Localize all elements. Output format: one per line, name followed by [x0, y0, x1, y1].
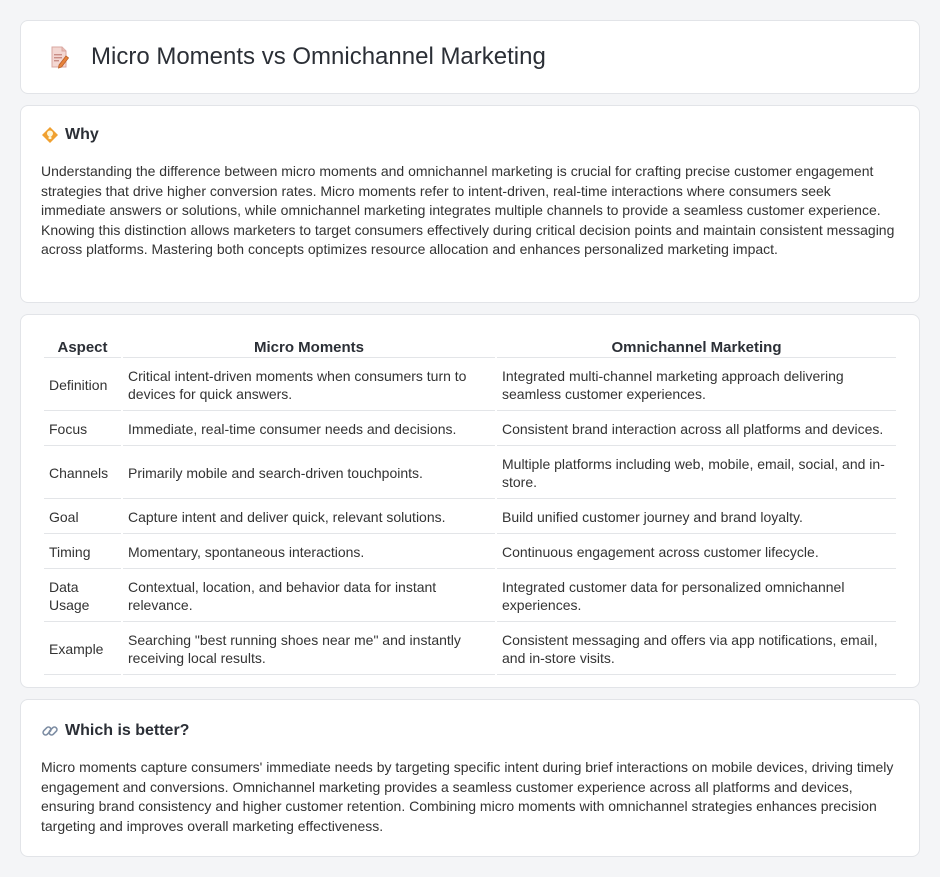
row-aspect: Example	[44, 624, 121, 675]
better-header	[41, 722, 899, 740]
header-omnichannel: Omnichannel Marketing	[497, 337, 896, 358]
better-title: Which is better?	[65, 722, 190, 739]
header-card	[20, 20, 920, 94]
table-header-row	[44, 337, 896, 358]
lightbulb-icon	[41, 126, 59, 144]
table-row	[44, 413, 896, 446]
document-pencil-icon	[47, 45, 71, 69]
row-omni: Integrated customer data for personalized omnichannel experiences.	[497, 571, 896, 622]
row-micro: Momentary, spontaneous interactions.	[123, 536, 495, 569]
why-header	[41, 126, 899, 144]
header-aspect: Aspect	[44, 337, 121, 358]
table-row	[44, 448, 896, 499]
row-micro: Immediate, real-time consumer needs and decisions.	[123, 413, 495, 446]
comparison-table-card	[20, 314, 920, 688]
better-text: Micro moments capture consumers' immediate needs by targeting specific intent during brief interactions on mobile devices, driving timely engagement and conversions. Omnichannel marketing provides a seamless customer experience across all platforms and devices, ensuring brand consistency and higher customer retention. Combining micro moments with omnichannel strategies enhances precision targeting and improves overall marketing effectiveness.	[41, 759, 894, 834]
row-micro: Capture intent and deliver quick, relevant solutions.	[123, 501, 495, 534]
table-row	[44, 360, 896, 411]
row-micro: Primarily mobile and search-driven touchpoints.	[123, 448, 495, 499]
page-title: Micro Moments vs Omnichannel Marketing	[91, 43, 546, 70]
row-aspect: Definition	[44, 360, 121, 411]
row-omni: Continuous engagement across customer lifecycle.	[497, 536, 896, 569]
row-micro: Searching "best running shoes near me" and instantly receiving local results.	[123, 624, 495, 675]
row-aspect: Focus	[44, 413, 121, 446]
table-row	[44, 624, 896, 675]
row-omni: Build unified customer journey and brand loyalty.	[497, 501, 896, 534]
row-omni: Multiple platforms including web, mobile, email, social, and in-store.	[497, 448, 896, 499]
row-aspect: Timing	[44, 536, 121, 569]
link-icon	[41, 722, 59, 740]
row-aspect: Channels	[44, 448, 121, 499]
table-row	[44, 501, 896, 534]
which-is-better-section	[20, 699, 920, 857]
why-title: Why	[65, 126, 99, 143]
table-row	[44, 536, 896, 569]
row-aspect: Goal	[44, 501, 121, 534]
row-aspect: Data Usage	[44, 571, 121, 622]
table-row	[44, 571, 896, 622]
row-omni: Consistent brand interaction across all platforms and devices.	[497, 413, 896, 446]
header-micro-moments: Micro Moments	[123, 337, 495, 358]
why-text: Understanding the difference between micro moments and omnichannel marketing is crucial for crafting precise customer engagement strategies that drive higher conversion rates. Micro moments refer to intent-driven, real-time interactions where consumers seek immediate answers or solutions, while omnichannel marketing integrates multiple channels to provide a seamless customer experience. Knowing this distinction allows marketers to target consumers effectively during critical decision points and maintain consistent messaging across platforms. Mastering both concepts optimizes resource allocation and enhances personalized marketing impact.	[41, 163, 895, 257]
row-omni: Integrated multi-channel marketing approach delivering seamless customer experiences.	[497, 360, 896, 411]
row-micro: Critical intent-driven moments when consumers turn to devices for quick answers.	[123, 360, 495, 411]
row-omni: Consistent messaging and offers via app notifications, email, and in-store visits.	[497, 624, 896, 675]
why-section	[20, 105, 920, 303]
comparison-table	[42, 335, 898, 677]
row-micro: Contextual, location, and behavior data for instant relevance.	[123, 571, 495, 622]
